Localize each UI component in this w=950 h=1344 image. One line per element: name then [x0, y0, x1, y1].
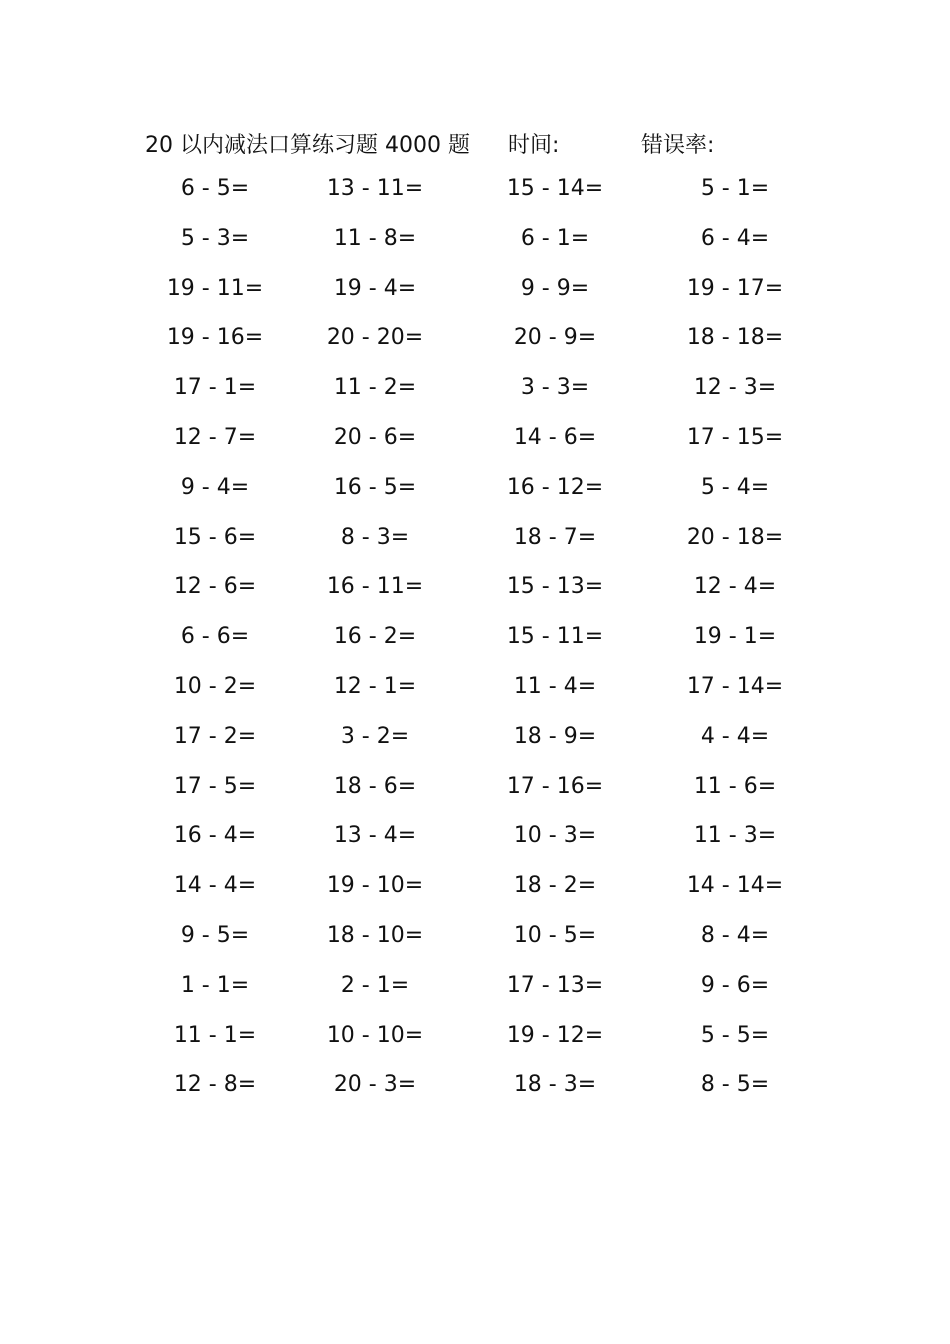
problem-row	[140, 564, 820, 614]
problem-item: 18 - 3=	[513, 1072, 597, 1098]
problem-item: 14 - 4=	[173, 873, 257, 899]
problem-item: 5 - 3=	[180, 225, 250, 251]
problem-item: 17 - 14=	[686, 673, 784, 699]
problem-item: 18 - 18=	[686, 325, 784, 351]
problem-grid	[140, 166, 820, 1112]
problem-row	[140, 365, 820, 415]
problem-item: 1 - 1=	[180, 972, 250, 998]
problem-item: 4 - 4=	[700, 723, 770, 749]
problem-item: 20 - 18=	[686, 524, 784, 550]
problem-item: 9 - 4=	[180, 474, 250, 500]
problem-item: 3 - 2=	[340, 723, 410, 749]
problem-item: 9 - 5=	[180, 922, 250, 948]
problem-row	[140, 1013, 820, 1063]
problem-item: 10 - 10=	[326, 1022, 424, 1048]
problem-item: 17 - 13=	[506, 972, 604, 998]
problem-row	[140, 415, 820, 465]
problem-item: 17 - 2=	[173, 723, 257, 749]
problem-row	[140, 714, 820, 764]
problem-row	[140, 913, 820, 963]
problem-item: 18 - 6=	[333, 773, 417, 799]
problem-item: 15 - 6=	[173, 524, 257, 550]
problem-item: 6 - 4=	[700, 225, 770, 251]
problem-row	[140, 216, 820, 266]
problem-row	[140, 465, 820, 515]
worksheet-title: 20 以内减法口算练习题 4000 题	[145, 133, 470, 158]
problem-item: 19 - 12=	[506, 1022, 604, 1048]
problem-item: 18 - 7=	[513, 524, 597, 550]
problem-item: 17 - 16=	[506, 773, 604, 799]
problem-item: 20 - 20=	[326, 325, 424, 351]
problem-item: 15 - 14=	[506, 176, 604, 201]
problem-item: 2 - 1=	[340, 972, 410, 998]
problem-row	[140, 963, 820, 1013]
problem-row	[140, 1062, 820, 1112]
problem-item: 18 - 2=	[513, 873, 597, 899]
problem-item: 12 - 3=	[693, 375, 777, 401]
problem-row	[140, 515, 820, 565]
problem-item: 16 - 5=	[333, 474, 417, 500]
problem-item: 15 - 11=	[506, 624, 604, 650]
problem-item: 14 - 14=	[686, 873, 784, 899]
problem-item: 10 - 3=	[513, 823, 597, 849]
problem-row	[140, 166, 820, 216]
problem-item: 11 - 3=	[693, 823, 777, 849]
problem-row	[140, 863, 820, 913]
problem-item: 3 - 3=	[520, 375, 590, 401]
problem-item: 13 - 4=	[333, 823, 417, 849]
problem-item: 12 - 4=	[693, 574, 777, 600]
problem-item: 11 - 8=	[333, 225, 417, 251]
problem-row	[140, 813, 820, 863]
problem-item: 5 - 1=	[700, 176, 770, 201]
problem-row	[140, 614, 820, 664]
problem-item: 11 - 6=	[693, 773, 777, 799]
problem-item: 11 - 2=	[333, 375, 417, 401]
problem-row	[140, 764, 820, 814]
worksheet-header	[0, 122, 950, 162]
problem-item: 20 - 9=	[513, 325, 597, 351]
problem-item: 10 - 2=	[173, 673, 257, 699]
problem-item: 9 - 9=	[520, 275, 590, 301]
problem-item: 16 - 12=	[506, 474, 604, 500]
problem-item: 6 - 1=	[520, 225, 590, 251]
problem-item: 13 - 11=	[326, 176, 424, 201]
problem-item: 6 - 5=	[180, 176, 250, 201]
problem-item: 18 - 9=	[513, 723, 597, 749]
problem-item: 19 - 16=	[166, 325, 264, 351]
problem-item: 16 - 2=	[333, 624, 417, 650]
problem-item: 8 - 3=	[340, 524, 410, 550]
problem-item: 11 - 4=	[513, 673, 597, 699]
problem-item: 20 - 3=	[333, 1072, 417, 1098]
problem-item: 15 - 13=	[506, 574, 604, 600]
problem-row	[140, 266, 820, 316]
problem-item: 12 - 8=	[173, 1072, 257, 1098]
problem-item: 8 - 5=	[700, 1072, 770, 1098]
problem-item: 17 - 1=	[173, 375, 257, 401]
problem-item: 19 - 17=	[686, 275, 784, 301]
problem-item: 12 - 7=	[173, 424, 257, 450]
problem-item: 20 - 6=	[333, 424, 417, 450]
problem-row	[140, 315, 820, 365]
problem-item: 12 - 6=	[173, 574, 257, 600]
problem-item: 19 - 1=	[693, 624, 777, 650]
problem-item: 18 - 10=	[326, 922, 424, 948]
problem-item: 11 - 1=	[173, 1022, 257, 1048]
problem-item: 5 - 4=	[700, 474, 770, 500]
time-label: 时间:	[508, 133, 560, 158]
problem-item: 16 - 11=	[326, 574, 424, 600]
error-rate-label: 错误率:	[641, 133, 715, 158]
problem-item: 19 - 4=	[333, 275, 417, 301]
problem-item: 19 - 10=	[326, 873, 424, 899]
problem-item: 6 - 6=	[180, 624, 250, 650]
problem-item: 12 - 1=	[333, 673, 417, 699]
problem-item: 17 - 15=	[686, 424, 784, 450]
problem-item: 19 - 11=	[166, 275, 264, 301]
problem-item: 8 - 4=	[700, 922, 770, 948]
problem-item: 9 - 6=	[700, 972, 770, 998]
problem-item: 16 - 4=	[173, 823, 257, 849]
problem-item: 14 - 6=	[513, 424, 597, 450]
problem-item: 10 - 5=	[513, 922, 597, 948]
problem-item: 5 - 5=	[700, 1022, 770, 1048]
problem-row	[140, 664, 820, 714]
problem-item: 17 - 5=	[173, 773, 257, 799]
